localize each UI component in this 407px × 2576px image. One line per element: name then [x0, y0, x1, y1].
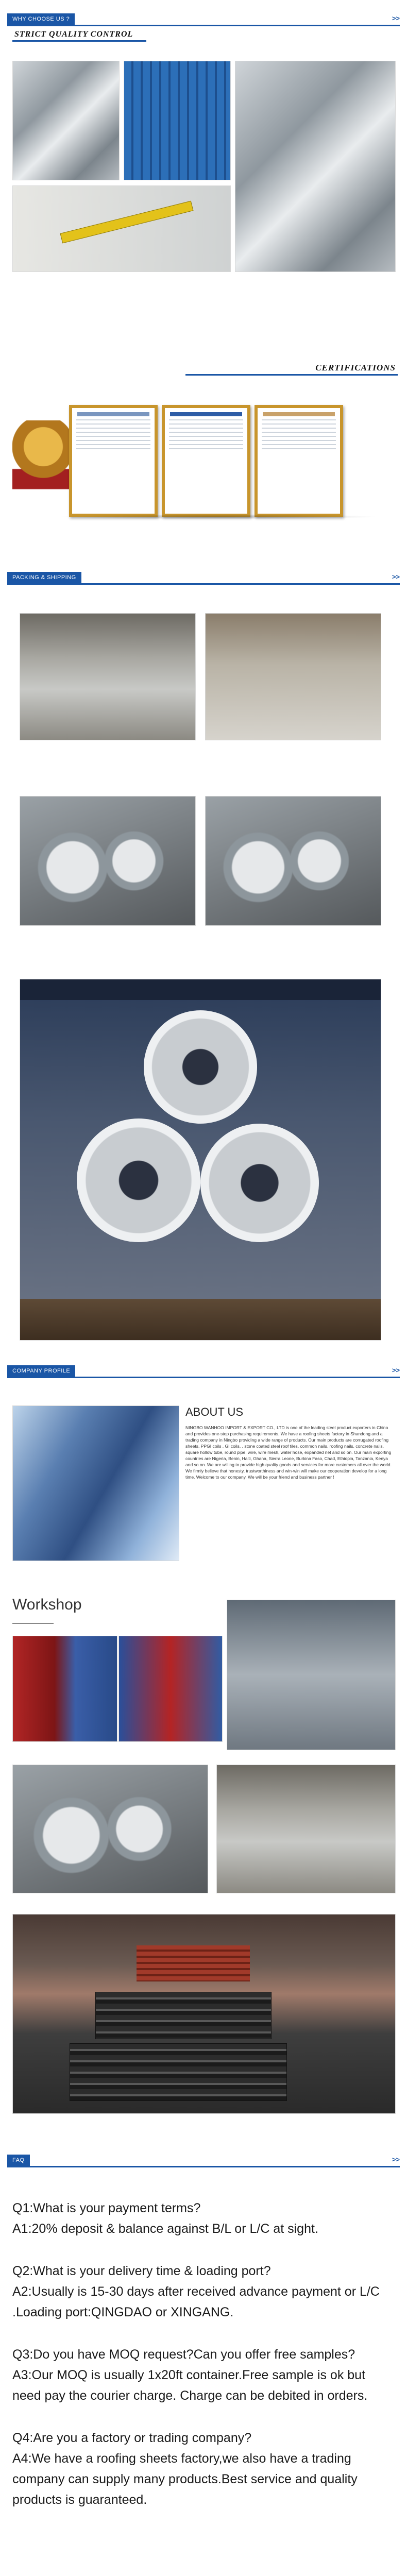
photo-roofing-sheet-stacks: [12, 1914, 396, 2114]
quality-title-box: [12, 30, 146, 42]
photo-thickness-gauge: [12, 61, 120, 180]
faq-question-1: Q1:What is your payment terms?: [12, 2201, 201, 2215]
faq-answer-1: A1:20% deposit & balance against B/L or L/C at sight.: [12, 2222, 318, 2236]
photo-container-loading: [20, 979, 381, 1341]
photo-gi-coils: [12, 1765, 208, 1893]
trophy-icon: [12, 420, 74, 508]
faq-bar: [7, 2155, 400, 2167]
steel-coil: [200, 1124, 319, 1242]
faq-answer-3: A3:Our MOQ is usually 1x20ft container.Free sample is ok but need pay the courier charge. Charge can be debited in orders.: [12, 2368, 368, 2403]
workshop-title: Workshop: [12, 1596, 82, 1613]
photo-coil-warehouse-1: [20, 613, 196, 740]
company-profile-bar: [7, 1365, 400, 1378]
more-arrows[interactable]: >>: [392, 14, 400, 22]
why-choose-us-bar: [7, 13, 400, 26]
photo-blue-roofing-sheets: [124, 61, 231, 180]
photo-office-building: [12, 1405, 179, 1561]
red-roofing-stack: [137, 1945, 250, 1981]
photo-workshop-hall: [227, 1600, 396, 1750]
certificates-group: [7, 400, 399, 529]
certificate-3: [255, 405, 343, 517]
photo-color-coils: [12, 1636, 117, 1742]
section-title: COMPANY PROFILE: [7, 1365, 75, 1377]
certifications-title: CERTIFICATIONS: [315, 363, 396, 372]
certifications-title-box: [185, 363, 398, 376]
black-roofing-stack: [95, 1992, 272, 2039]
more-arrows[interactable]: >>: [392, 2156, 400, 2163]
photo-sheet-bundles: [205, 613, 381, 740]
faq-question-3: Q3:Do you have MOQ request?Can you offer free samples?: [12, 2347, 355, 2362]
container-roof: [20, 979, 381, 1000]
photo-coil-warehouse-2: [20, 796, 196, 926]
quality-title: STRICT QUALITY CONTROL: [14, 30, 133, 39]
section-title: FAQ: [7, 2155, 30, 2166]
section-title: WHY CHOOSE US ?: [7, 13, 75, 25]
certificate-2: [162, 405, 250, 517]
photo-micrometer: [235, 61, 396, 272]
container-floor: [20, 1299, 381, 1340]
workshop-divider: [12, 1623, 54, 1624]
photo-coil-rows: [205, 796, 381, 926]
measuring-tape: [60, 201, 193, 244]
faq-answer-2: A2:Usually is 15-30 days after received advance payment or L/C .Loading port:QINGDAO or XINGANG.: [12, 2284, 380, 2319]
photo-blue-red-coils: [118, 1636, 223, 1742]
section-title: PACKING & SHIPPING: [7, 572, 81, 583]
photo-sheet-stacks: [216, 1765, 396, 1893]
steel-coil: [77, 1118, 200, 1242]
photo-width-measurement: [12, 185, 231, 272]
faq-list: [12, 2198, 394, 2510]
packing-shipping-bar: [7, 572, 400, 585]
steel-coil: [144, 1010, 257, 1124]
certificate-1: [69, 405, 158, 517]
more-arrows[interactable]: >>: [392, 1366, 400, 1374]
about-title: ABOUT US: [185, 1405, 244, 1418]
faq-question-4: Q4:Are you a factory or trading company?: [12, 2431, 252, 2445]
certificate-shadow: [59, 514, 378, 519]
more-arrows[interactable]: >>: [392, 573, 400, 581]
about-text: NINGBO WANHOO IMPORT & EXPORT CO., LTD is one of the leading steel product exporters in China and provides one-stop purchasing requirements. We have a roofing sheets factory in Shandong and a trading company in Ningbo providing a wide range of products. Our main products are corrugated roofing sheets, PPGI coils , GI coils, , stone coated steel roof tiles, common nails, roofing nails, concrete nails, square hollow tube, round pipe, wire, wire mesh, water hose, expanded net and so on. Our main exporting countries are Nigeria, Benin, Haiti, Ghana, Sierra Leone, Burkina Faso, Chad, Ethiopia, Tanzania, Kenya and so on. We are willing to provide high quality goods and services for more customers all over the world. We firmly believe that honesty, trustworthiness and win-win will make our cooperation develop for a long time. Welcome to our company. We will be your friend and business partner !: [185, 1425, 392, 1480]
faq-answer-4: A4:We have a roofing sheets factory,we also have a trading company can supply many products.Best service and quality products is guaranteed.: [12, 2451, 358, 2507]
black-roofing-stack: [70, 2043, 287, 2101]
faq-question-2: Q2:What is your delivery time & loading port?: [12, 2264, 271, 2278]
